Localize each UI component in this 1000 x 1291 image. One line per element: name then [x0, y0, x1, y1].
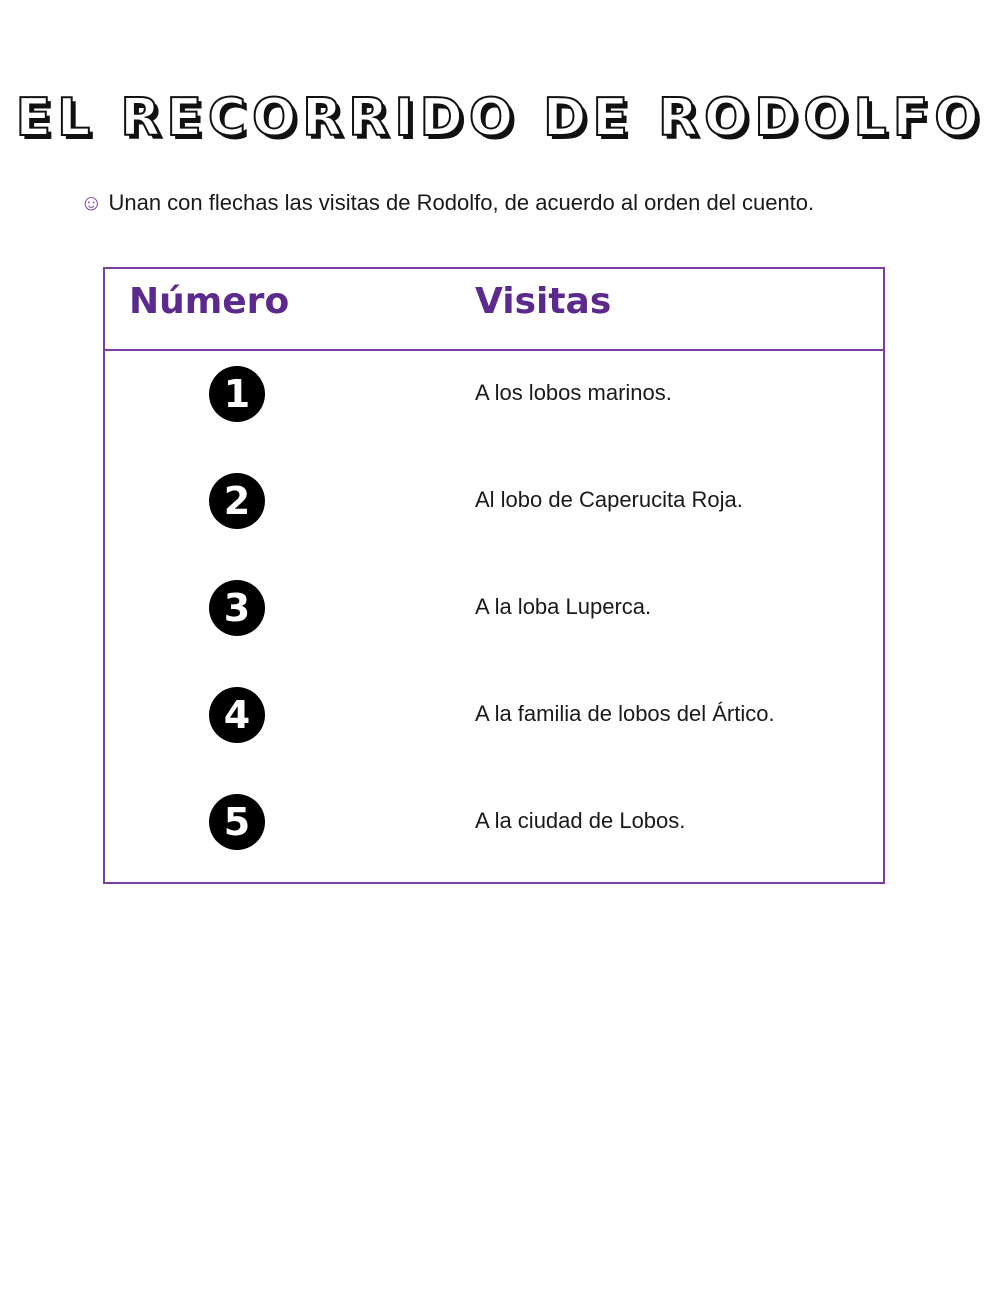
- number-badge-4[interactable]: 4: [209, 687, 265, 743]
- table-row: [105, 580, 883, 640]
- visit-item-2[interactable]: Al lobo de Caperucita Roja.: [475, 487, 743, 512]
- number-badge-2[interactable]: 2: [209, 473, 265, 529]
- table-row: [105, 366, 883, 426]
- table-row: [105, 794, 883, 854]
- visit-item-4[interactable]: A la familia de lobos del Ártico.: [475, 701, 775, 726]
- number-badge-1[interactable]: 1: [209, 366, 265, 422]
- page-title: EL RECORRIDO DE RODOLFO: [15, 88, 985, 148]
- table-row: [105, 473, 883, 533]
- visit-item-1[interactable]: A los lobos marinos.: [475, 380, 672, 405]
- number-badge-3[interactable]: 3: [209, 580, 265, 636]
- number-badge-5[interactable]: 5: [209, 794, 265, 850]
- instruction-text: Unan con flechas las visitas de Rodolfo, de acuerdo al orden del cuento.: [108, 190, 815, 215]
- visit-item-5[interactable]: A la ciudad de Lobos.: [475, 808, 686, 833]
- instruction: [80, 190, 814, 216]
- visits-table: [103, 267, 885, 884]
- header-visitas: Visitas: [475, 281, 612, 322]
- header-numero: Número: [129, 281, 290, 322]
- table-row: [105, 687, 883, 747]
- smiley-icon: ☺: [80, 190, 103, 215]
- visit-item-3[interactable]: A la loba Luperca.: [475, 594, 652, 619]
- table-header: [105, 269, 883, 351]
